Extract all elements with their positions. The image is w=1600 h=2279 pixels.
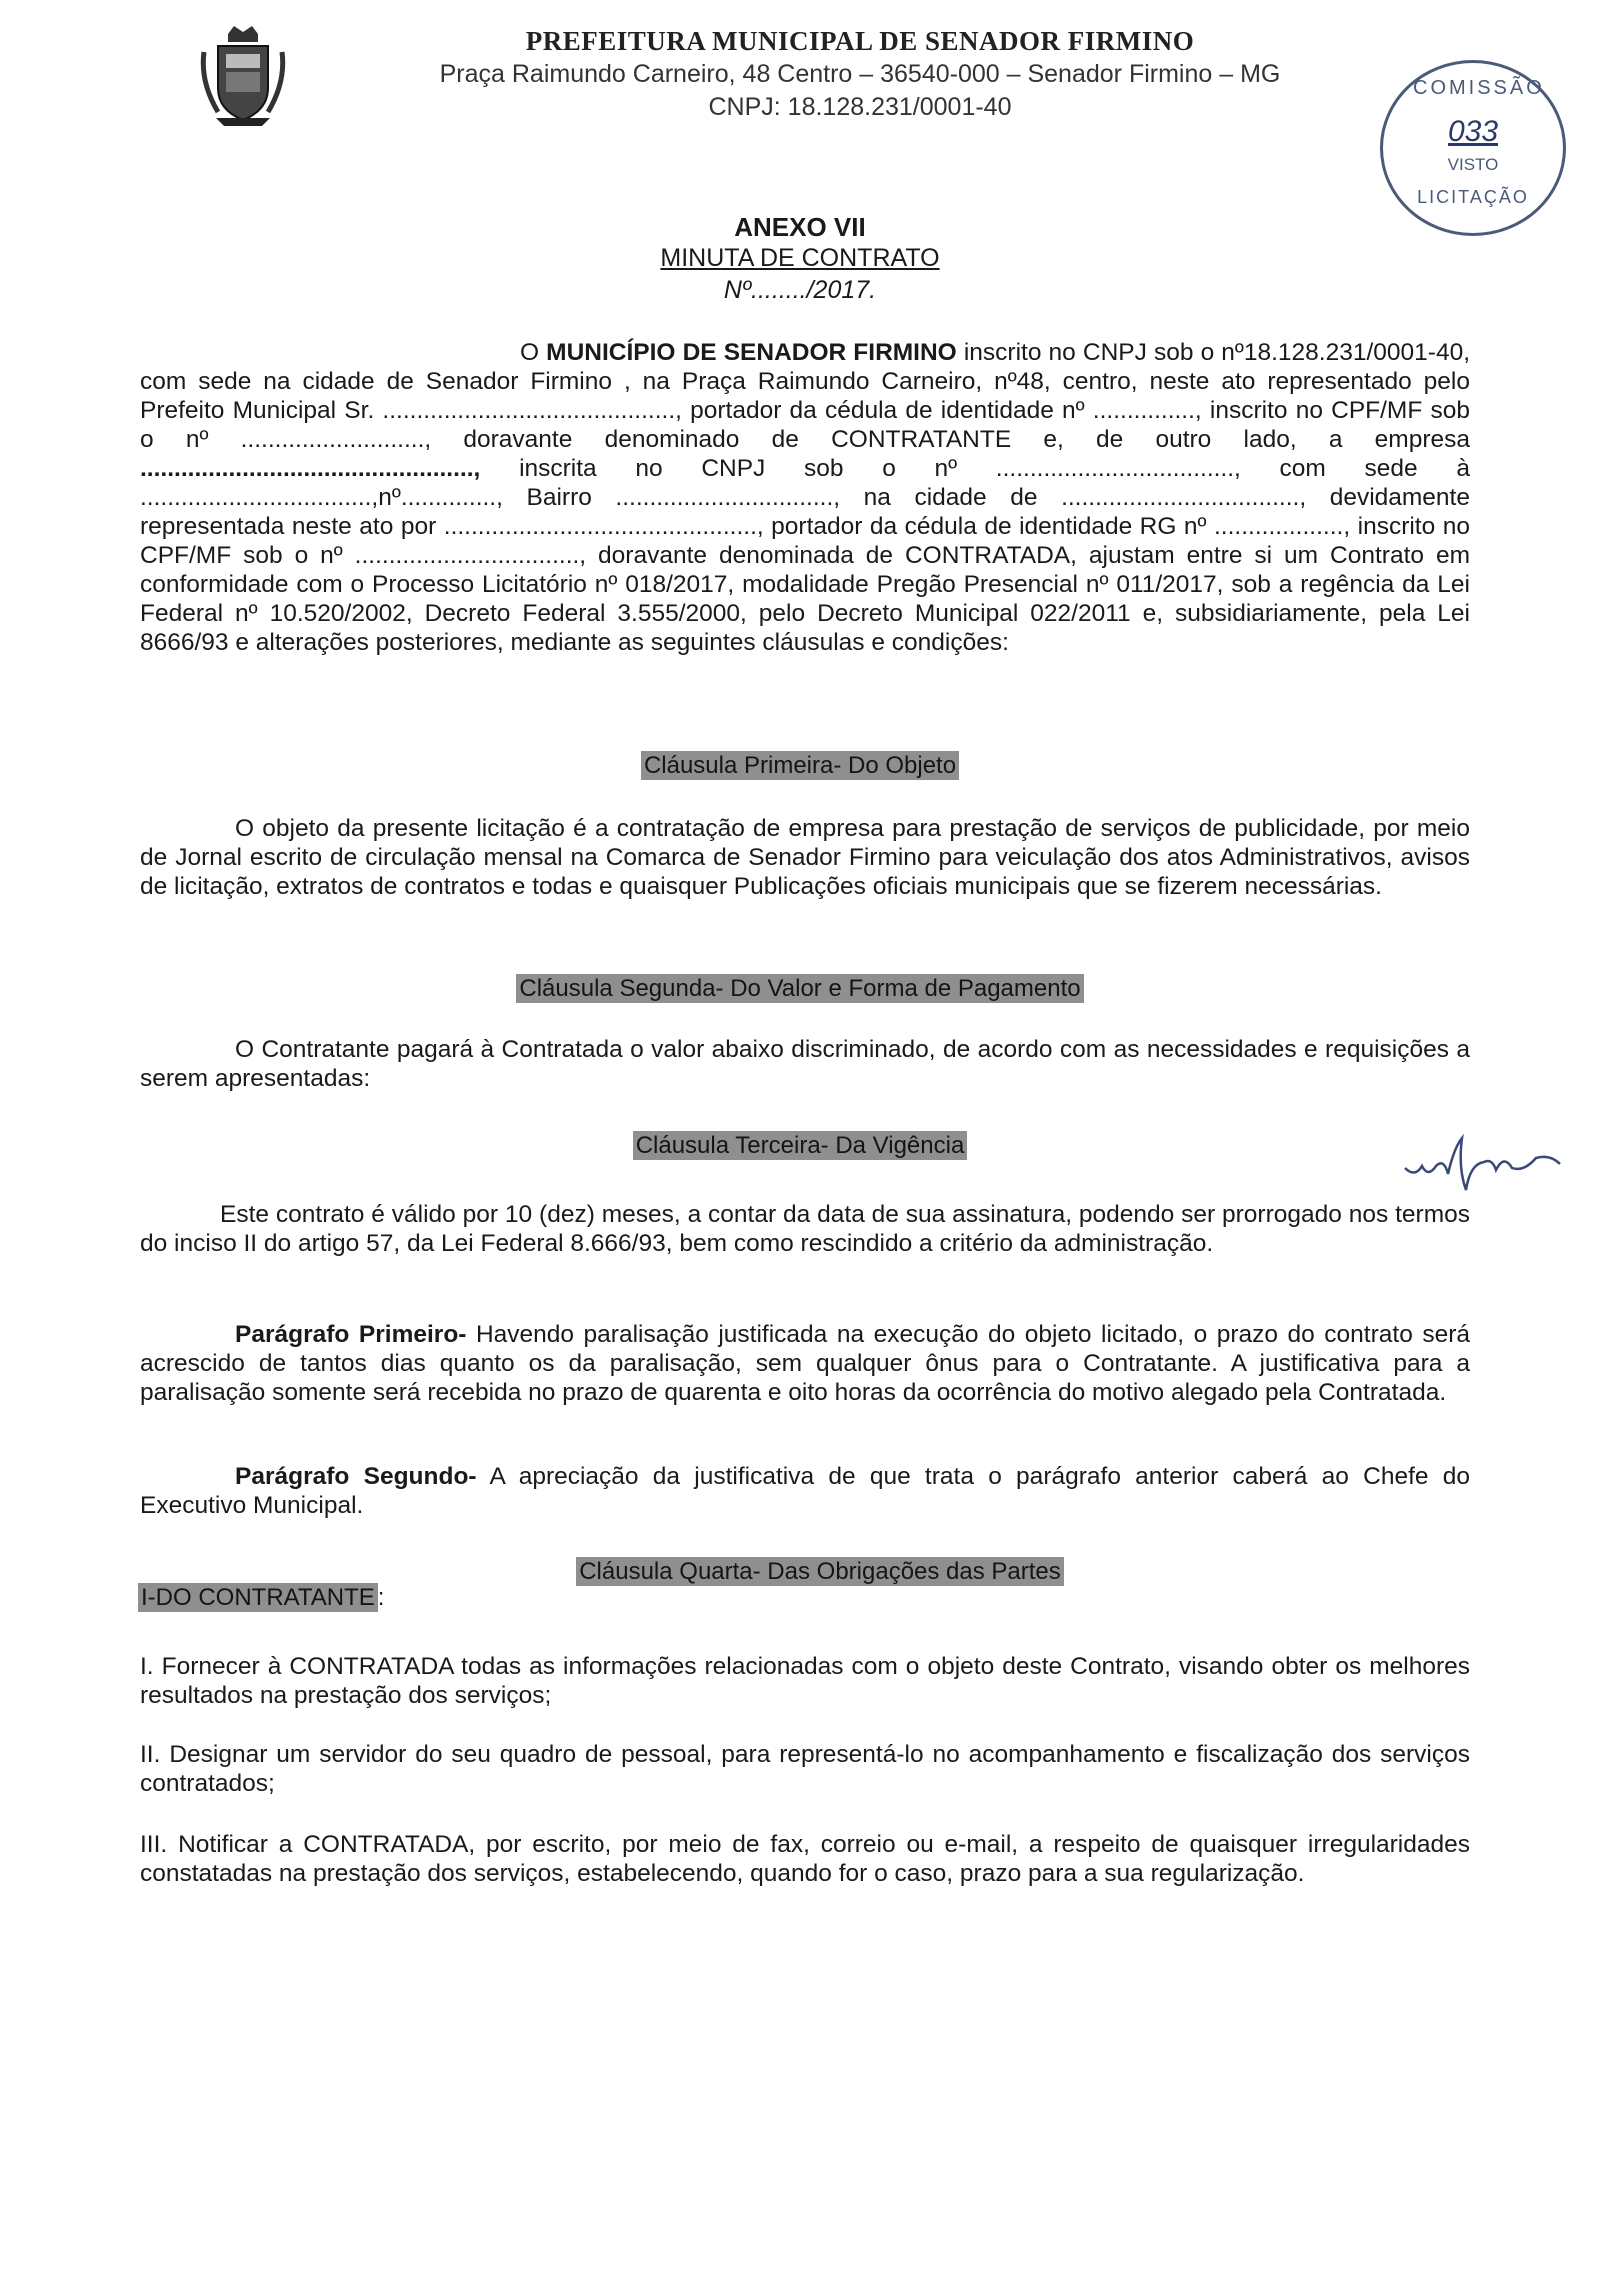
stamp-number: 033 [1447, 115, 1499, 148]
clause3-text: Este contrato é válido por 10 (dez) meses, a contar da data de sua assinatura, podendo ser prorrogado nos termos do inciso II do artigo 57, da Lei Federal 8.666/93, bem como rescindido a critério da administração. [140, 1201, 1470, 1257]
header-title: PREFEITURA MUNICIPAL DE SENADOR FIRMINO [525, 26, 1195, 56]
paragraph-2-label: Parágrafo Segundo- [235, 1463, 477, 1490]
paragraph-1-text: Havendo paralisação justificada na execução do objeto licitado, o prazo do contrato será acrescido de tantos dias quanto os da paralisação, sem qualquer ônus para o Contratante. A justificativa para a paralisação somente será recebida no prazo de quarenta e oito horas da ocorrência do motivo alegado pela Contratada. [140, 1321, 1470, 1406]
intro-text: inscrito no CNPJ sob o nº18.128.231/0001-40, com sede na cidade de Senador Firmino , na Praça Raimundo Carneiro, nº48, centro, neste ato representado pelo Prefeito Municipal Sr. ..........................................., portador da cédula de identidade nº ..............., inscrito no CPF/MF sob o nº ..........................., doravante denominado de CONTRATANTE e, de outro lado, a empresa [140, 339, 1471, 453]
contratante-subheading-wrap [138, 1584, 384, 1612]
commission-stamp [1380, 60, 1566, 236]
stamp-bottom-text: LICITAÇÃO [1417, 187, 1529, 207]
signature-initials [1400, 1128, 1570, 1198]
contratante-colon: : [377, 1584, 385, 1611]
intro-paragraph [140, 338, 1470, 657]
coat-of-arms-icon [198, 22, 288, 130]
header-cnpj: CNPJ: 18.128.231/0001-40 [708, 93, 1012, 121]
contratante-subheading: I-DO CONTRATANTE [138, 1583, 378, 1612]
clause2-heading: Cláusula Segunda- Do Valor e Forma de Pagamento [516, 974, 1083, 1003]
clause1-heading-wrap [400, 752, 1200, 780]
clause4-heading-wrap [420, 1558, 1220, 1586]
obligation-item-2: II. Designar um servidor do seu quadro de pessoal, para representá-lo no acompanhamento e fiscalização dos serviços contratados; [140, 1741, 1470, 1797]
clause2-heading-wrap [330, 975, 1270, 1003]
clause3-paragraph-1 [140, 1320, 1470, 1407]
municipio-name: MUNICÍPIO DE SENADOR FIRMINO [546, 339, 957, 366]
intro-lead: O [520, 339, 540, 366]
clause3-paragraph-2 [140, 1462, 1470, 1520]
clause3-heading: Cláusula Terceira- Da Vigência [633, 1131, 968, 1160]
clause2-text: O Contratante pagará à Contratada o valor abaixo discriminado, de acordo com as necessidades e requisições a serem apresentadas: [140, 1036, 1470, 1092]
obligation-item-1: I. Fornecer à CONTRATADA todas as informações relacionadas com o objeto deste Contrato, visando obter os melhores resultados na prestação dos serviços; [140, 1653, 1470, 1709]
contract-number: Nº......../2017. [723, 276, 877, 304]
stamp-top-text: COMISSÃO [1413, 77, 1545, 99]
obligation-item-3: III. Notificar a CONTRATADA, por escrito, por meio de fax, correio ou e-mail, a respeito de quaisquer irregularidades constatadas na prestação dos serviços, estabelecendo, quando for o caso, prazo para a sua regularização. [140, 1831, 1470, 1887]
minuta-heading: MINUTA DE CONTRATO [660, 244, 940, 272]
intro-text-2: inscrita no CNPJ sob o nº ..................................., com sede à ..................................,nº.............., Bairro ................................, na cidade de ..................................., devidamente representada neste ato por .............................................., portador da cédula de identidade RG nº ..................., inscrito no CPF/MF sob o nº ................................., doravante denominada de CONTRATADA, ajustam entre si um Contrato em conformidade com o Processo Licitatório nº 018/2017, modalidade Pregão Presencial nº 011/2017, sob a regência da Lei Federal nº 10.520/2002, Decreto Federal 3.555/2000, pelo Decreto Municipal 022/2011 e, subsidiariamente, pela Lei 8666/93 e alterações posteriores, mediante as seguintes cláusulas e condições: [140, 455, 1470, 656]
annex-title: ANEXO VII [734, 212, 866, 242]
clause1-text: O objeto da presente licitação é a contratação de empresa para prestação de serviços de publicidade, por meio de Jornal escrito de circulação mensal na Comarca de Senador Firmino para veiculação dos atos Administrativos, avisos de licitação, extratos de contratos e todas e quaisquer Publicações oficiais municipais que se fizerem necessárias. [140, 815, 1470, 900]
paragraph-1-label: Parágrafo Primeiro- [235, 1321, 467, 1348]
stamp-middle: VISTO [1447, 155, 1499, 174]
paragraph-2-text: A apreciação da justificativa de que trata o parágrafo anterior caberá ao Chefe do Executivo Municipal. [140, 1463, 1470, 1519]
header-address: Praça Raimundo Carneiro, 48 Centro – 36540-000 – Senador Firmino – MG [439, 60, 1281, 88]
clause4-heading: Cláusula Quarta- Das Obrigações das Partes [576, 1557, 1064, 1586]
clause3-heading-wrap [400, 1132, 1200, 1160]
empresa-dots: ................................................., [140, 455, 481, 482]
clause1-heading: Cláusula Primeira- Do Objeto [641, 751, 959, 780]
